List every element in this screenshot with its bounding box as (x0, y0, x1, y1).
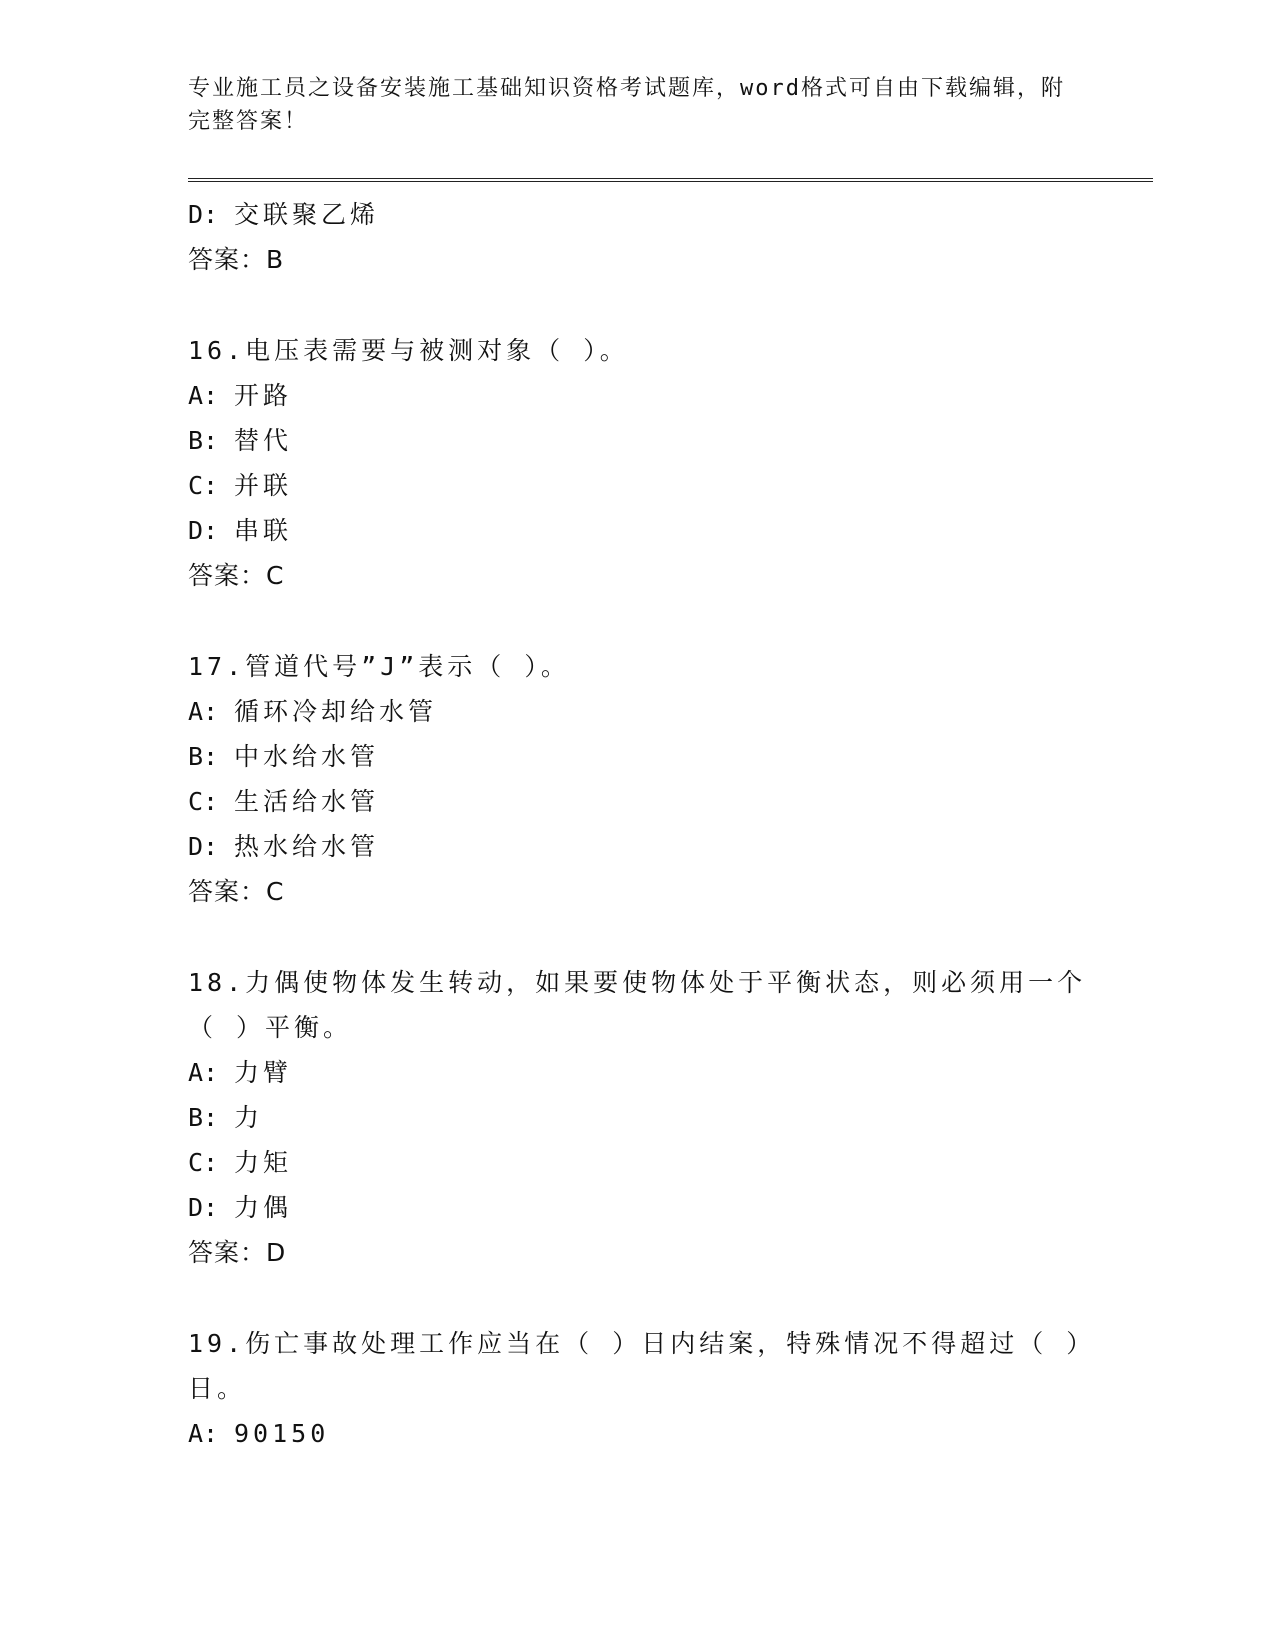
option-item (188, 779, 1088, 824)
option-item (188, 1411, 1088, 1456)
option-label: A: (188, 1058, 219, 1087)
question-item (188, 960, 1088, 1275)
option-text: 循环冷却给水管 (234, 697, 438, 726)
option-item (188, 508, 1088, 553)
option-label: C: (188, 1148, 219, 1177)
question-item (188, 1321, 1088, 1456)
option-label: A: (188, 697, 219, 726)
option-item (188, 1050, 1088, 1095)
option-text: 中水给水管 (234, 742, 380, 771)
carry-over-block (188, 192, 1088, 282)
header-divider (188, 178, 1153, 182)
option-item (188, 1140, 1088, 1185)
option-item (188, 1185, 1088, 1230)
option-text: 力偶 (234, 1193, 293, 1222)
option-label: C: (188, 471, 219, 500)
option-text: 并联 (234, 471, 293, 500)
option-label: A: (188, 381, 219, 410)
option-text: 开路 (234, 381, 293, 410)
option-label: B: (188, 1103, 219, 1132)
option-item (188, 463, 1088, 508)
document-header (188, 72, 1088, 138)
option-text: 90150 (234, 1419, 330, 1448)
option-label: C: (188, 787, 219, 816)
option-text: 交联聚乙烯 (234, 200, 380, 229)
question-text: 18.力偶使物体发生转动，如果要使物体处于平衡状态，则必须用一个（ ）平衡。 (188, 968, 1087, 1042)
option-label: D: (188, 200, 219, 229)
option-item (188, 1095, 1088, 1140)
answer-line: 答案：C (188, 877, 285, 906)
option-item (188, 824, 1088, 869)
option-label: D: (188, 516, 219, 545)
option-text: 串联 (234, 516, 293, 545)
option-item (188, 689, 1088, 734)
option-label: B: (188, 742, 219, 771)
option-item (188, 192, 1088, 237)
option-text: 替代 (234, 426, 293, 455)
answer-line: 答案：D (188, 1238, 287, 1267)
option-text: 热水给水管 (234, 832, 380, 861)
answer-line: 答案：C (188, 561, 285, 590)
question-text: 16.电压表需要与被测对象（ ）。 (188, 336, 629, 365)
option-text: 力矩 (234, 1148, 293, 1177)
option-label: A: (188, 1419, 219, 1448)
option-label: D: (188, 1193, 219, 1222)
question-text: 17.管道代号”J”表示（ ）。 (188, 652, 570, 681)
header-title: 专业施工员之设备安装施工基础知识资格考试题库，word格式可自由下载编辑，附完整答案！ (188, 76, 1065, 134)
question-list (188, 192, 1088, 1456)
option-text: 力 (234, 1103, 264, 1132)
option-item (188, 373, 1088, 418)
question-item (188, 644, 1088, 914)
option-item (188, 734, 1088, 779)
option-item (188, 418, 1088, 463)
option-label: B: (188, 426, 219, 455)
answer-line: 答案：B (188, 245, 285, 274)
option-text: 力臂 (234, 1058, 293, 1087)
question-item (188, 328, 1088, 598)
option-label: D: (188, 832, 219, 861)
question-text: 19.伤亡事故处理工作应当在（ ）日内结案，特殊情况不得超过（ ）日。 (188, 1329, 1083, 1403)
option-text: 生活给水管 (234, 787, 380, 816)
